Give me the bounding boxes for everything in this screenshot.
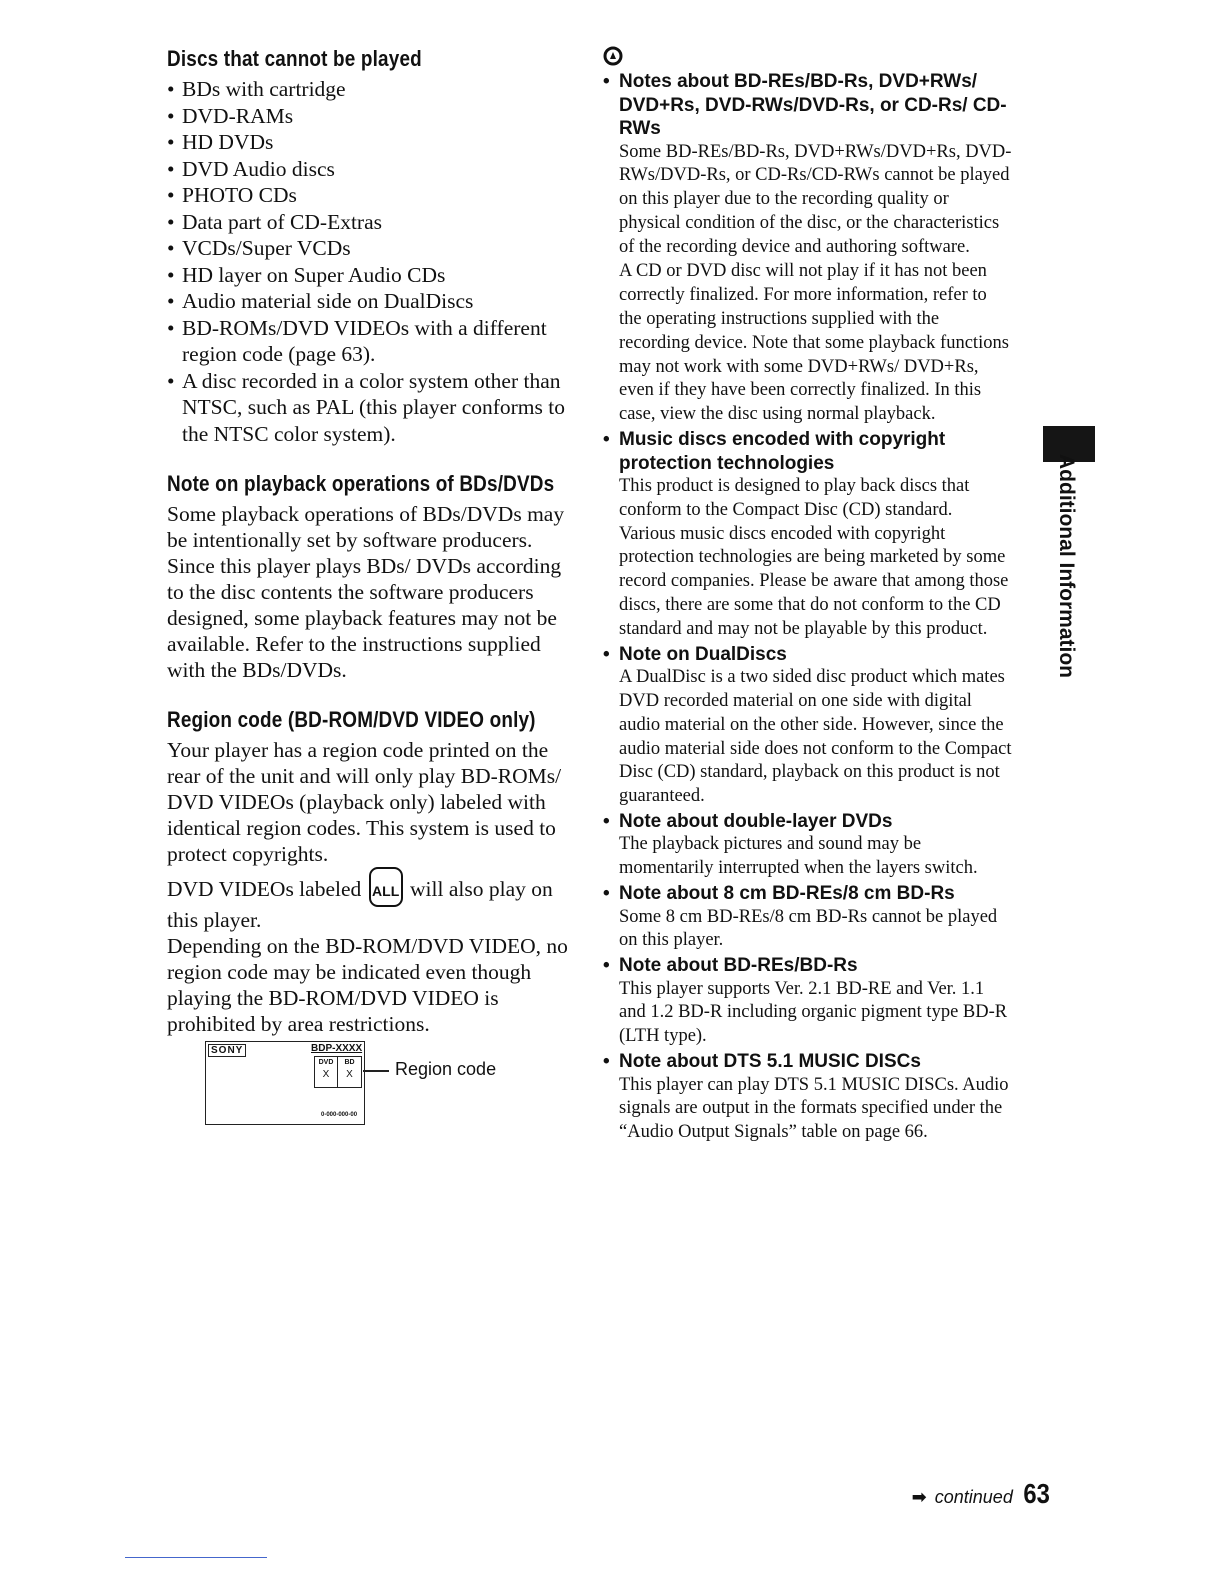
note-body: A CD or DVD disc will not play if it has not been correctly finalized. For more information, refer to the operating instructions supplied with the recording device. Note that some playback functions may not work with some DVD+RWs/ DVD+Rs, even if they have been correctly finalized. In this case, view the disc using normal playback. (619, 261, 1009, 425)
left-column (167, 44, 577, 1037)
serial-text: 0-000-000-00 (321, 1112, 358, 1118)
bd-cell-label: BD (344, 1059, 355, 1066)
note-title: • Note about double-layer DVDs (603, 810, 1013, 834)
page-footer (912, 1478, 1052, 1510)
region-text-2b: will also play on this player. (167, 877, 553, 932)
bd-cell-value: X (346, 1069, 353, 1080)
list-item: • DVD Audio discs (167, 156, 577, 183)
list-item: • Data part of CD-Extras (167, 209, 577, 236)
note-icon (603, 46, 623, 66)
note-body: A DualDisc is a two sided disc product which mates DVD recorded material on one side with digital audio material on the other side. However, since the audio material side does not conform to the Compact Disc (CD) standard, playback on this product is not guaranteed. (619, 667, 1012, 807)
note-title: • Note about DTS 5.1 MUSIC DISCs (603, 1050, 1013, 1074)
discs-list (167, 76, 577, 447)
note-item (603, 643, 1013, 809)
list-item: • BD-ROMs/DVD VIDEOs with a different region code (page 63). (167, 315, 577, 368)
dvd-cell-label: DVD (318, 1059, 334, 1066)
note-body: This player can play DTS 5.1 MUSIC DISCs. Audio signals are output in the formats specified under the “Audio Output Signals” table on page 66. (619, 1074, 1009, 1143)
list-item: • A disc recorded in a color system other than NTSC, such as PAL (this player conforms to the NTSC color system). (167, 368, 577, 448)
note-item (603, 428, 1013, 642)
note-item (603, 954, 1013, 1049)
note-body: Some BD-REs/BD-Rs, DVD+RWs/DVD+Rs, DVD-RWs/DVD-Rs, or CD-Rs/CD-RWs cannot be played on this player due to the recording quality or physical condition of the disc, or the characteristics of the recording device and authoring software. (619, 141, 1012, 257)
region-text-2a: DVD VIDEOs labeled (167, 877, 362, 901)
region-text-3: Depending on the BD-ROM/DVD VIDEO, no region code may be indicated even though playing the BD-ROM/DVD VIDEO is prohibited by area restrictions. (167, 934, 568, 1036)
continued-label: continued (934, 1487, 1013, 1507)
playback-text: Some playback operations of BDs/DVDs may be intentionally set by software producers. Since this player plays BDs/ DVDs according to the disc contents the software producers designed, some playback features may not be available. Refer to the instructions supplied with the BDs/DVDs. (167, 502, 565, 682)
list-item: • HD layer on Super Audio CDs (167, 262, 577, 289)
note-body: The playback pictures and sound may be momentarily interrupted when the layers switch. (619, 834, 978, 879)
bottom-rule (125, 1557, 267, 1558)
sony-logo: SONY (208, 1044, 246, 1057)
section-tab-label: Additional Information (1055, 454, 1078, 678)
dvd-all-region-mark (369, 867, 403, 907)
dvd-cell-value: X (322, 1069, 330, 1080)
list-item: • PHOTO CDs (167, 182, 577, 209)
discs-heading: Discs that cannot be played (167, 46, 422, 71)
note-item (603, 882, 1013, 953)
right-column (603, 44, 1013, 1146)
region-code-box (314, 1056, 362, 1088)
arrow-right-icon: ➡ (911, 1487, 927, 1508)
callout-leader-line (363, 1070, 389, 1072)
note-body: Some 8 cm BD-REs/8 cm BD-Rs cannot be played on this player. (619, 906, 998, 951)
note-body: This product is designed to play back discs that conform to the Compact Disc (CD) standard. Various music discs encoded with copyright protection technologies are being marketed by some record companies. Please be aware that among those discs, there are some that do not conform to the CD standard and may not be playable by this product. (619, 476, 1009, 639)
page-number: 63 (1023, 1478, 1050, 1509)
region-text-2 (167, 867, 577, 933)
note-item (603, 1050, 1013, 1145)
model-number: BDP-XXXX (311, 1043, 363, 1054)
list-item: • Audio material side on DualDiscs (167, 288, 577, 315)
region-code-figure (205, 1041, 625, 1131)
note-title: • Music discs encoded with copyright protection technologies (603, 428, 1013, 475)
note-title: • Notes about BD-REs/BD-Rs, DVD+RWs/ DVD+Rs, DVD-RWs/DVD-Rs, or CD-Rs/ CD-RWs (603, 70, 1013, 141)
region-text-1: Your player has a region code printed on the rear of the unit and will only play BD-ROMs/ DVD VIDEOs (playback only) labeled with identical region codes. This system is used to protect copyrights. (167, 738, 562, 866)
list-item: • HD DVDs (167, 129, 577, 156)
rear-label-panel (205, 1041, 365, 1125)
playback-heading: Note on playback operations of BDs/DVDs (167, 471, 555, 496)
region-code-callout: Region code (395, 1059, 497, 1079)
note-body: This player supports Ver. 2.1 BD-RE and Ver. 1.1 and 1.2 BD-R including organic pigment type BD-R (LTH type). (619, 978, 1008, 1047)
list-item: • DVD-RAMs (167, 103, 577, 130)
dvd-region-cell (315, 1057, 338, 1087)
region-heading: Region code (BD-ROM/DVD VIDEO only) (167, 707, 536, 732)
note-title: • Note on DualDiscs (603, 643, 1013, 667)
note-item (603, 810, 1013, 881)
bd-region-cell (338, 1057, 361, 1087)
list-item: • VCDs/Super VCDs (167, 235, 577, 262)
list-item: • BDs with cartridge (167, 76, 577, 103)
all-mark-label: ALL (372, 883, 400, 899)
note-item (603, 70, 1013, 427)
note-title: • Note about 8 cm BD-REs/8 cm BD-Rs (603, 882, 1013, 906)
note-title: • Note about BD-REs/BD-Rs (603, 954, 1013, 978)
